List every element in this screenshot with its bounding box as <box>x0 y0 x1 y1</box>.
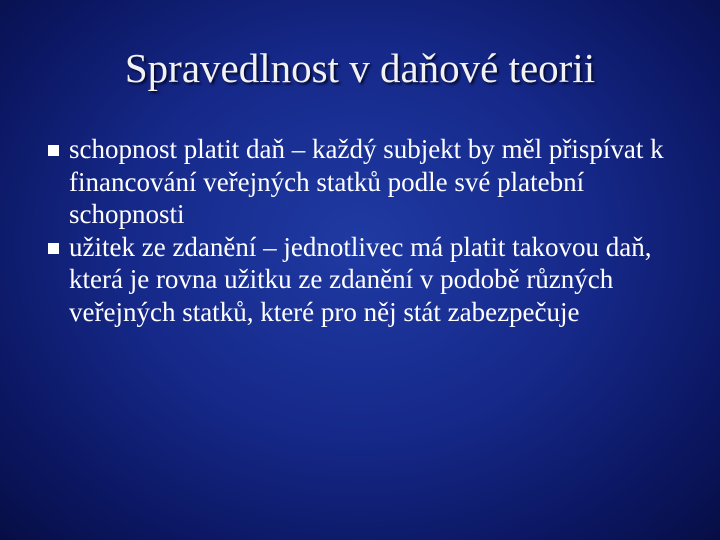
slide-title: Spravedlnost v daňové teorii <box>124 45 596 91</box>
bullet-text: užitek ze zdanění – jednotlivec má platit takovou daň, která je rovna užitku ze zdanění v podobě různých veřejných statků, které pro něj stát zabezpečuje <box>69 231 652 327</box>
bullet-list <box>48 133 688 328</box>
square-bullet-icon <box>48 145 59 156</box>
square-bullet-icon <box>48 243 59 254</box>
bullet-item <box>48 231 688 329</box>
bullet-item <box>48 133 688 231</box>
bullet-text: schopnost platit daň – každý subjekt by měl přispívat k financování veřejných statků podle své platební schopnosti <box>69 134 664 229</box>
